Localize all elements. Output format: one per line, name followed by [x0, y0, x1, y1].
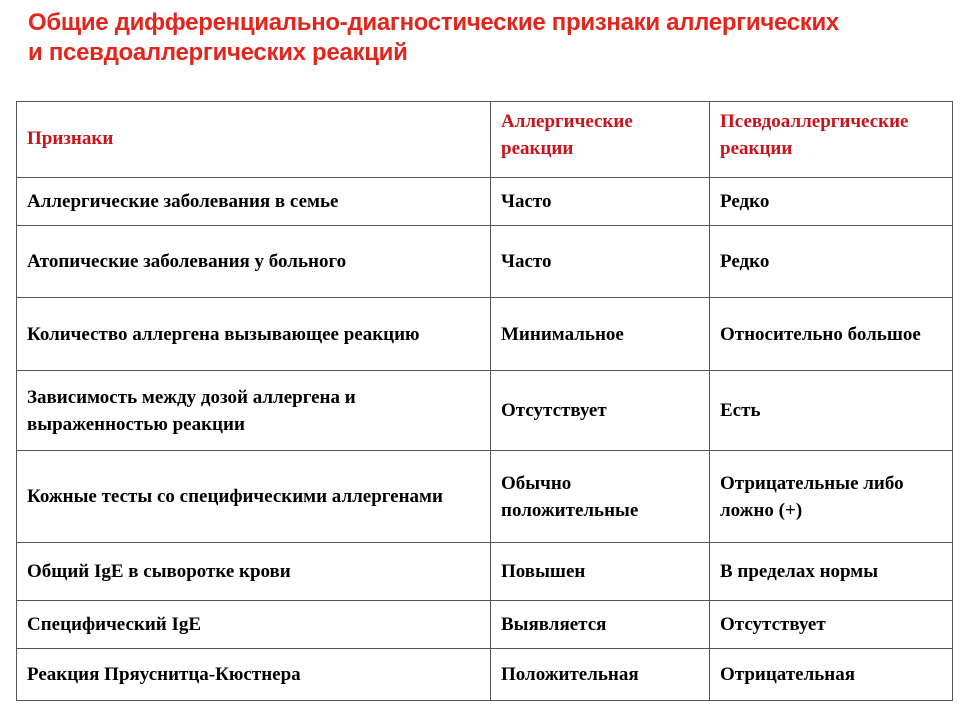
- row-sign: Общий IgE в сыворотке крови: [17, 543, 491, 601]
- table-row: [17, 226, 953, 298]
- table-header-row: [17, 102, 953, 178]
- row-sign: Кожные тесты со специфическими аллергенами: [17, 451, 491, 543]
- row-allergic-value: Отсутствует: [491, 371, 710, 451]
- table-row: [17, 451, 953, 543]
- row-pseudo-value: Отрицательные либо ложно (+): [710, 451, 953, 543]
- header-allergic: Аллергические реакции: [491, 102, 710, 178]
- table-row: [17, 178, 953, 226]
- row-allergic-value: Положительная: [491, 649, 710, 701]
- row-sign: Аллергические заболевания в семье: [17, 178, 491, 226]
- table-row: [17, 649, 953, 701]
- slide-title: [28, 8, 948, 68]
- row-pseudo-value: В пределах нормы: [710, 543, 953, 601]
- row-pseudo-value: Отсутствует: [710, 601, 953, 649]
- table-row: [17, 371, 953, 451]
- row-allergic-value: Часто: [491, 178, 710, 226]
- row-allergic-value: Выявляется: [491, 601, 710, 649]
- row-pseudo-value: Отрицательная: [710, 649, 953, 701]
- table-row: [17, 601, 953, 649]
- row-sign: Количество аллергена вызывающее реакцию: [17, 298, 491, 371]
- row-sign: Специфический IgE: [17, 601, 491, 649]
- table-row: [17, 298, 953, 371]
- row-allergic-value: Часто: [491, 226, 710, 298]
- row-sign: Атопические заболевания у больного: [17, 226, 491, 298]
- row-sign: Зависимость между дозой аллергена и выраженностью реакции: [17, 371, 491, 451]
- slide-title-line-1: Общие дифференциально-диагностические признаки аллергических: [28, 9, 839, 36]
- header-signs: Признаки: [17, 102, 491, 178]
- slide-title-line-2: и псевдоаллергических реакций: [28, 39, 408, 66]
- row-pseudo-value: Редко: [710, 178, 953, 226]
- row-sign: Реакция Пряуснитца-Кюстнера: [17, 649, 491, 701]
- row-allergic-value: Повышен: [491, 543, 710, 601]
- row-pseudo-value: Относительно большое: [710, 298, 953, 371]
- row-allergic-value: Минимальное: [491, 298, 710, 371]
- table-row: [17, 543, 953, 601]
- row-pseudo-value: Редко: [710, 226, 953, 298]
- row-pseudo-value: Есть: [710, 371, 953, 451]
- comparison-table: [16, 101, 953, 701]
- row-allergic-value: Обычно положительные: [491, 451, 710, 543]
- header-pseudoallergic: Псевдоаллергические реакции: [710, 102, 953, 178]
